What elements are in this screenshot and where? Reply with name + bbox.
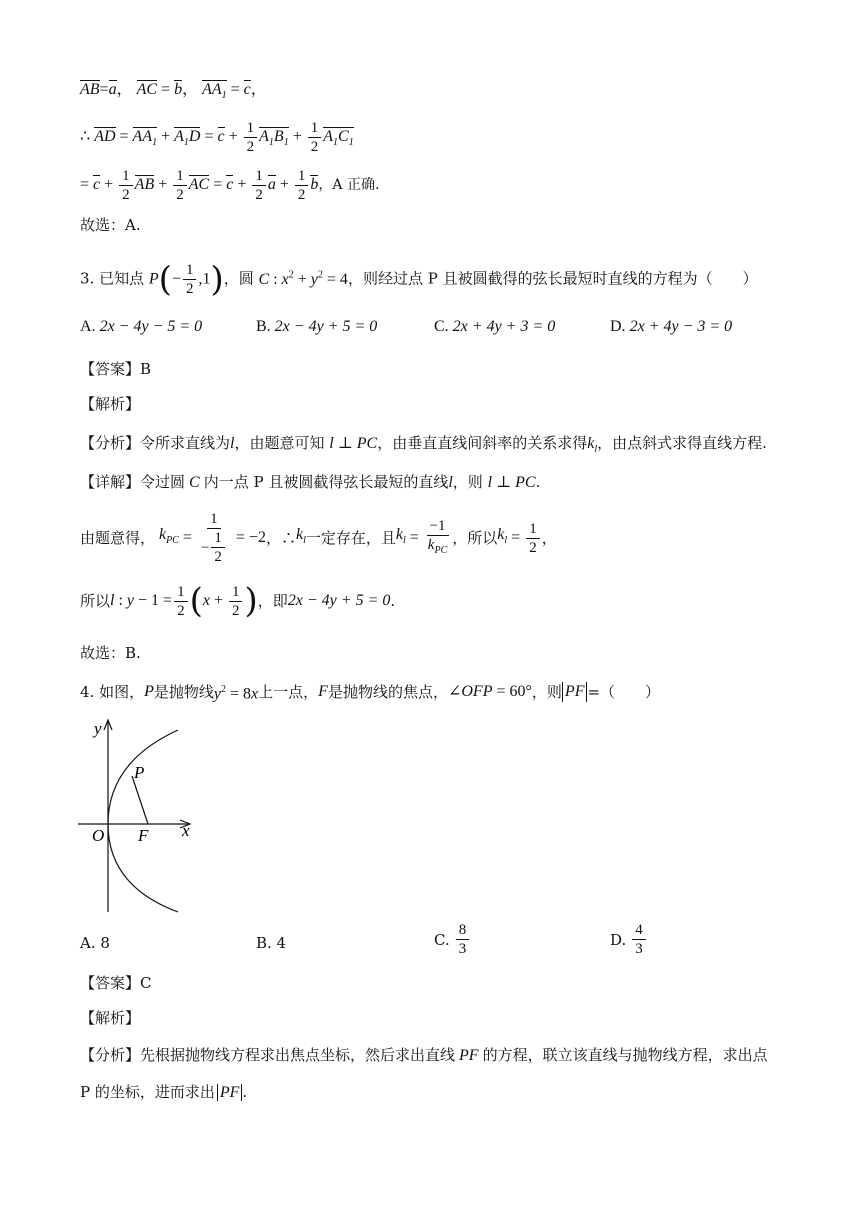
q4-option-b[interactable]: B. 4 — [256, 934, 287, 952]
vector-derivation-1: ∴ AD = $AA_1 + A_1D = c$ + $\frac{1}{2}$ $A_1B_1$ + $\frac{1}{2}$ $A_1C_1$ — [80, 120, 354, 155]
point-f-label: F — [138, 826, 149, 845]
parabola-curve — [108, 730, 178, 912]
q3-answer: 【答案】B — [80, 360, 152, 378]
q3-option-d[interactable]: D. 2x + 4y − 3 = 0 — [610, 318, 733, 335]
q3-choice: 故选：B. — [80, 644, 141, 662]
q3-fenxi: 【分析】令所求直线为l，由题意可知 l ⊥ PC，由垂直直线间斜率的关系求得$k_l$，由点斜式求得直线方程. — [80, 434, 767, 456]
q3-option-b[interactable]: B. 2x − 4y + 5 = 0 — [256, 318, 378, 335]
q4-stem: 4. 如图， P 是抛物线 $y^2 = 8x$ 上一点， F 是抛物线的焦点， ∠OFP = 60° ，则 PF =（ ） — [80, 683, 661, 703]
q3-analysis-heading: 【解析】 — [80, 395, 141, 413]
prev-choice: 故选：A. — [80, 216, 141, 234]
q3-option-c[interactable]: C. 2x + 4y + 3 = 0 — [434, 318, 556, 335]
q4-analysis-heading: 【解析】 — [80, 1009, 141, 1027]
origin-label: O — [92, 826, 105, 845]
q3-stem: 3. 已知点 P(− $\frac{1}{2}$ ,1)，圆 C : $x^2 + y^2 = 4$，则经过点 P 且被圆截得的弦长最短时直线的方程为（ ） — [80, 259, 758, 300]
q4-option-a[interactable]: A. 8 — [80, 934, 110, 952]
q4-fenxi-line2: P 的坐标，进而求出 PF . — [80, 1083, 248, 1101]
y-axis-label: y — [94, 719, 102, 738]
vector-definitions: AB=a， AC = b， $AA_1 = c$， — [80, 80, 267, 104]
q3-line-equation: 所以 l : y − 1 = $\frac{1}{2}$ ( x + $\frac{1}{2}$ ) ，即 2x − 4y + 5 = 0 . — [80, 581, 396, 621]
x-axis-label: x — [182, 821, 190, 840]
q3-xiangjie: 【详解】令过圆 C 内一点 P 且被圆截得弦长最短的直线l，则 l ⊥ PC. — [80, 473, 541, 491]
q3-option-a[interactable]: A. 2x − 4y − 5 = 0 — [80, 318, 203, 335]
parabola-figure — [78, 712, 208, 917]
point-p-label: P — [134, 763, 145, 782]
q3-slope-calc: 由题意得， $k_{PC}$ = 1 − $\frac{1}{2}$ = −2 ，∴ $k_l$ 一定存在，且 $k_l$ = $\frac{-1}{k_{PC}}$ ，所以 $k_l$ = $\frac{1}{2}$ ， — [80, 511, 557, 565]
q4-answer: 【答案】C — [80, 974, 152, 992]
vector-derivation-2: = c + $\frac{1}{2}$ AB + $\frac{1}{2}$ AC = c + $\frac{1}{2}$ a + $\frac{1}{2}$ b，A 正确. — [80, 168, 380, 203]
q4-option-d[interactable]: D. $\frac{4}{3}$ — [610, 922, 648, 957]
q4-fenxi-line1: 【分析】先根据抛物线方程求出焦点坐标，然后求出直线 PF 的方程，联立该直线与抛物线方程，求出点 — [80, 1046, 768, 1064]
segment-pf — [132, 776, 148, 824]
q4-option-c[interactable]: C. $\frac{8}{3}$ — [434, 922, 471, 957]
